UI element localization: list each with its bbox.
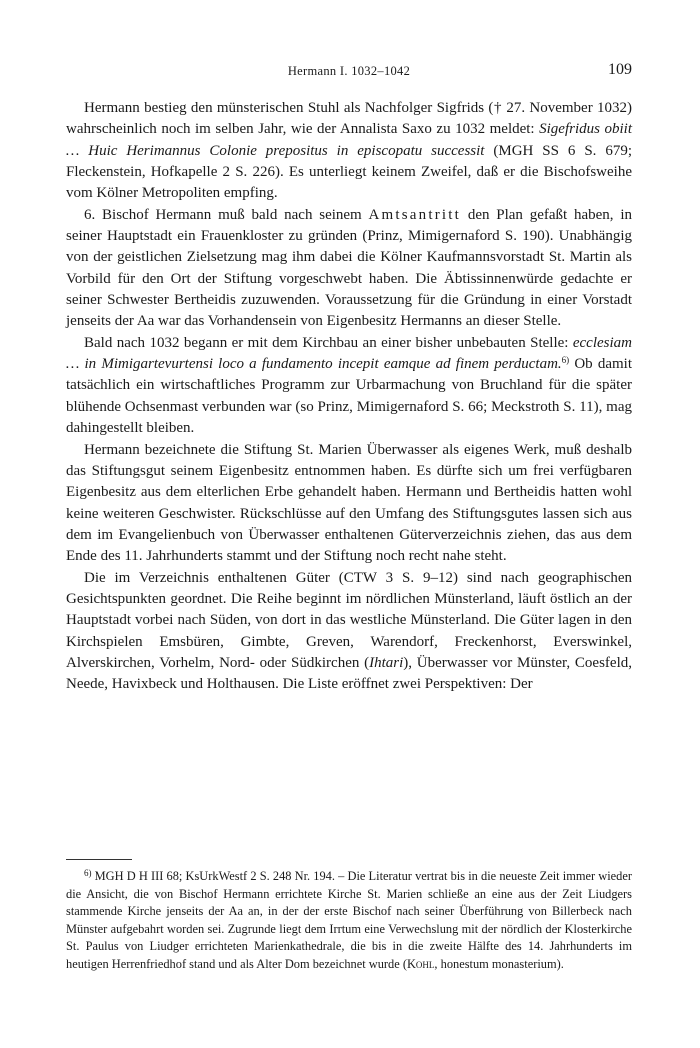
latin-quote: Sigefridus obiit … Huic Herimannus Colonie prepositus in episcopatu successit [66,121,632,159]
footnote-text: MGH D H III 68; KsUrkWestf 2 S. 248 Nr. 194. – Die Literatur vertrat bis in die neueste Zeit immer wieder die Ansicht, die von Bischof Hermann errichtete Kirche St. Marien schließe an eine aus der Zeit Liudgers stammende Kirche jenseits der Aa an, in der der erste Bischof nach seiner Überführung von Billerbeck nach Münster aufgebahrt worden sei. Zugrunde liegt dem Irrtum eine Verwechslung mit der nördlich der Klosterkirche St. Paulus von Liudger errichteten Marienkathedrale, die bis in die zweite Hälfte des 14. Jahrhunderts im heutigen Herrenfriedhof stand und als Alter Dom bezeichnet wurde ( [66,869,632,971]
author-name: Kohl [406,956,435,971]
text-run: den Plan gefaßt haben, in seiner Hauptstadt ein Frauenkloster zu gründen (Prinz, Mimigernaford S. 190). Unabhängig von der geistlichen Zielsetzung mag ihm dabei die Kölner Kaufmannsvorstadt St. Martin als Vorbild für den Ort der Stiftung vorgeschwebt haben. Die Äbtissinnenwürde gedachte er seiner Schwester Bertheidis zuzuwenden. Voraussetzung für die Gründung in einer Vorstadt jenseits der Aa war das Vorhandensein von Eigenbesitz Hermanns an dieser Stelle. [66,206,632,330]
paragraph-5 [66,568,632,696]
text-run: 6. Bischof Hermann muß bald nach seinem [84,206,369,223]
paragraph-3 [66,333,632,440]
paragraph-1 [66,98,632,205]
footnote-reference[interactable]: 6) [561,355,570,366]
text-run: (MGH SS 6 S. 679; Fleckenstein, Hofkapelle 2 S. 226). Es unterliegt keinem Zweifel, daß er die Bischofsweihe vom Kölner Metropoliten empfing. [66,142,632,202]
footnote-6 [66,868,632,974]
footnote-mark: 6) [84,868,92,878]
footnote-divider [66,859,132,860]
running-head: Hermann I. 1032–1042 [287,64,411,78]
text-run: Ob damit tatsächlich ein wirtschaftliches Programm zur Urbarmachung von Bruchland für die später blühende Ochsenmast verbunden war (so Prinz, Mimigernaford S. 66; Meckstroth S. 11), mag dahingestellt bleiben. [66,356,632,437]
text-run: Die im Verzeichnis enthaltenen Güter (CTW 3 S. 9–12) sind nach geographischen Gesichtspunkten geordnet. Die Reihe beginnt im nördlichen Münsterland, läuft östlich an der Hauptstadt vorbei nach Süden, von dort in das westliche Münsterland. Die Güter lagen in den Kirchspielen Emsbüren, Gimbte, Greven, Warendorf, Freckenhorst, Everswinkel, Alverskirchen, Vorhelm, Nord- oder Südkirchen ( [66,569,632,671]
text-run: Hermann bezeichnete die Stiftung St. Marien Überwasser als eigenes Werk, muß deshalb das Stiftungsgut seinem Eigenbesitz entnommen haben. Es dürfte sich um frei verfügbaren Eigenbesitz aus dem elterlichen Erbe gehandelt haben. Hermann und Bertheidis hatten wohl keine weiteren Geschwister. Rückschlüsse auf den Umfang des Stiftungsgutes lassen sich aus dem im Evangelienbuch von Überwasser enthaltenen Güterverzeichnis ziehen, das aus dem Ende des 11. Jahrhunderts stammt und der Stiftung noch recht nahe steht. [66,441,632,565]
place-name-italic: Ihtari [369,654,404,671]
spaced-emphasis: Amtsantritt [368,206,462,223]
latin-quote: ecclesiam … in Mimigartevurtensi loco a fundamento incepit eamque ad finem perductam. [66,334,632,373]
paragraph-4 [66,440,632,568]
text-run: Hermann bestieg den münsterischen Stuhl als Nachfolger Sigfrids († 27. November 1032) wahrscheinlich noch im selben Jahr, wie der Annalista Saxo zu 1032 meldet: [66,100,632,138]
paragraph-2 [66,205,632,333]
page-header [66,61,632,84]
text-run: Bald nach 1032 begann er mit dem Kirchbau an einer bisher unbebauten Stelle: [84,334,573,351]
text-run: ), Überwasser vor Münster, Coesfeld, Neede, Havixbeck und Holthausen. Die Liste eröffnet zwei Perspektiven: Der [66,654,632,693]
footnote-text: , honestum monasterium). [434,956,564,971]
page-number: 109 [608,61,632,78]
main-text [66,98,632,696]
